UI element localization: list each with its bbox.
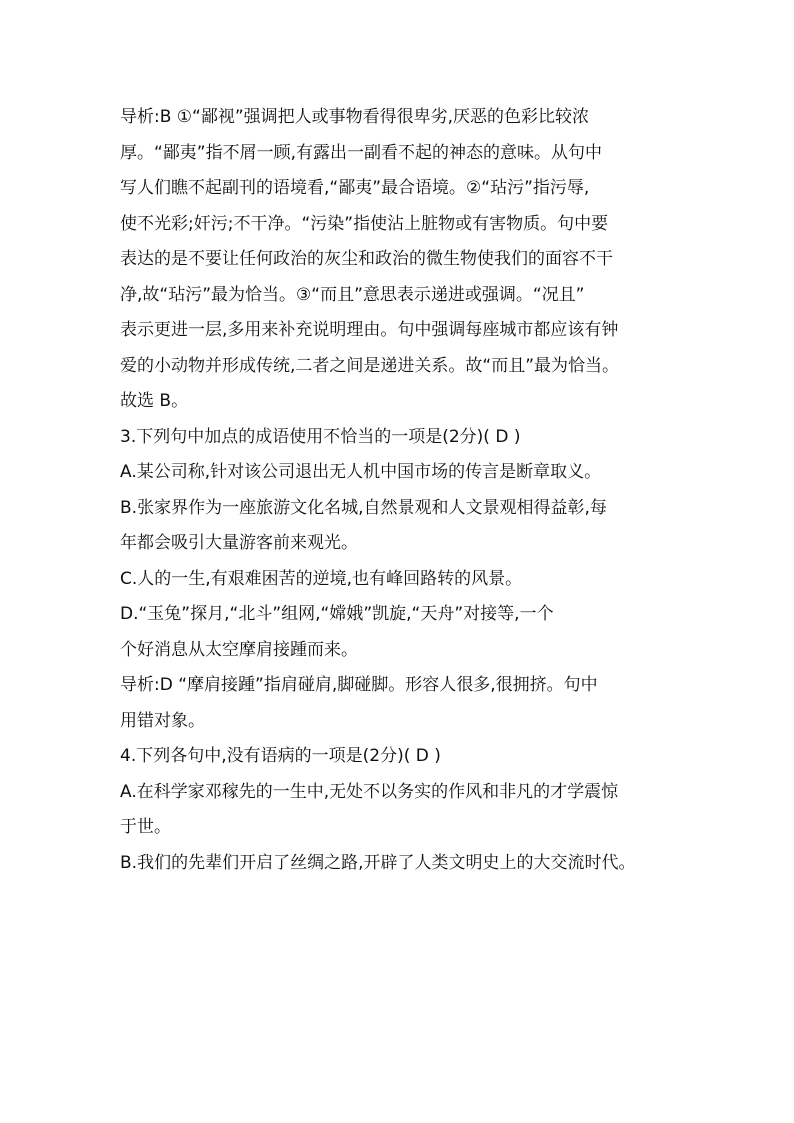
text-line-9: 故选 B。 — [120, 391, 189, 411]
question-3-option-a: A.某公司称,针对该公司退出无人机中国市场的传言是断章取义。 — [120, 462, 602, 482]
text-line-5: 表达的是不要让任何政治的灰尘和政治的微生物使我们的面容不干 — [120, 249, 613, 269]
text-line-1: 导析:B ①“鄙视”强调把人或事物看得很卑劣,厌恶的色彩比较浓 — [120, 107, 590, 127]
question-3-option-d-line-2: 个好消息从太空摩肩接踵而来。 — [120, 639, 358, 660]
text-line-2: 厚。“鄙夷”指不屑一顾,有露出一副看不起的神态的意味。从句中 — [120, 142, 603, 163]
question-3-analysis-line-1: 导析:D “摩肩接踵”指肩碰肩,脚碰脚。形容人很多,很拥挤。句中 — [120, 675, 598, 695]
text-line-4: 使不光彩;奸污;不干净。“污染”指使沾上脏物或有害物质。句中要 — [120, 213, 609, 234]
question-4-option-b: B.我们的先辈们开启了丝绸之路,开辟了人类文明史上的大交流时代。 — [120, 852, 636, 873]
question-3-analysis-line-2: 用错对象。 — [120, 710, 205, 731]
question-4-option-a-line-1: A.在科学家邓稼先的一生中,无处不以务实的作风和非凡的才学震惊 — [120, 781, 619, 802]
question-3-option-c: C.人的一生,有艰难困苦的逆境,也有峰回路转的风景。 — [120, 568, 523, 589]
text-line-8: 爱的小动物并形成传统,二者之间是递进关系。故“而且”最为恰当。 — [120, 355, 620, 376]
text-line-7: 表示更进一层,多用来补充说明理由。句中强调每座城市都应该有钟 — [120, 320, 619, 340]
question-3-option-b-line-1: B.张家界作为一座旅游文化名城,自然景观和人文景观相得益彰,每 — [120, 497, 607, 518]
question-4-option-a-line-2: 于世。 — [120, 817, 171, 837]
question-4: 4.下列各句中,没有语病的一项是(2分)( D ) — [120, 746, 441, 766]
text-line-6: 净,故“玷污”最为恰当。③“而且”意思表示递进或强调。“况且” — [120, 284, 585, 305]
document-body — [120, 100, 690, 881]
text-line-3: 写人们瞧不起副刊的语境看,“鄙夷”最合语境。②“玷污”指污辱, — [120, 178, 590, 198]
question-3: 3.下列句中加点的成语使用不恰当的一项是(2分)( D ) — [120, 426, 521, 447]
question-3-option-b-line-2: 年都会吸引大量游客前来观光。 — [120, 533, 358, 553]
question-3-option-d-line-1: D.“玉兔”探月,“北斗”组网,“嫦娥”凯旋,“天舟”对接等,一个 — [120, 604, 554, 624]
